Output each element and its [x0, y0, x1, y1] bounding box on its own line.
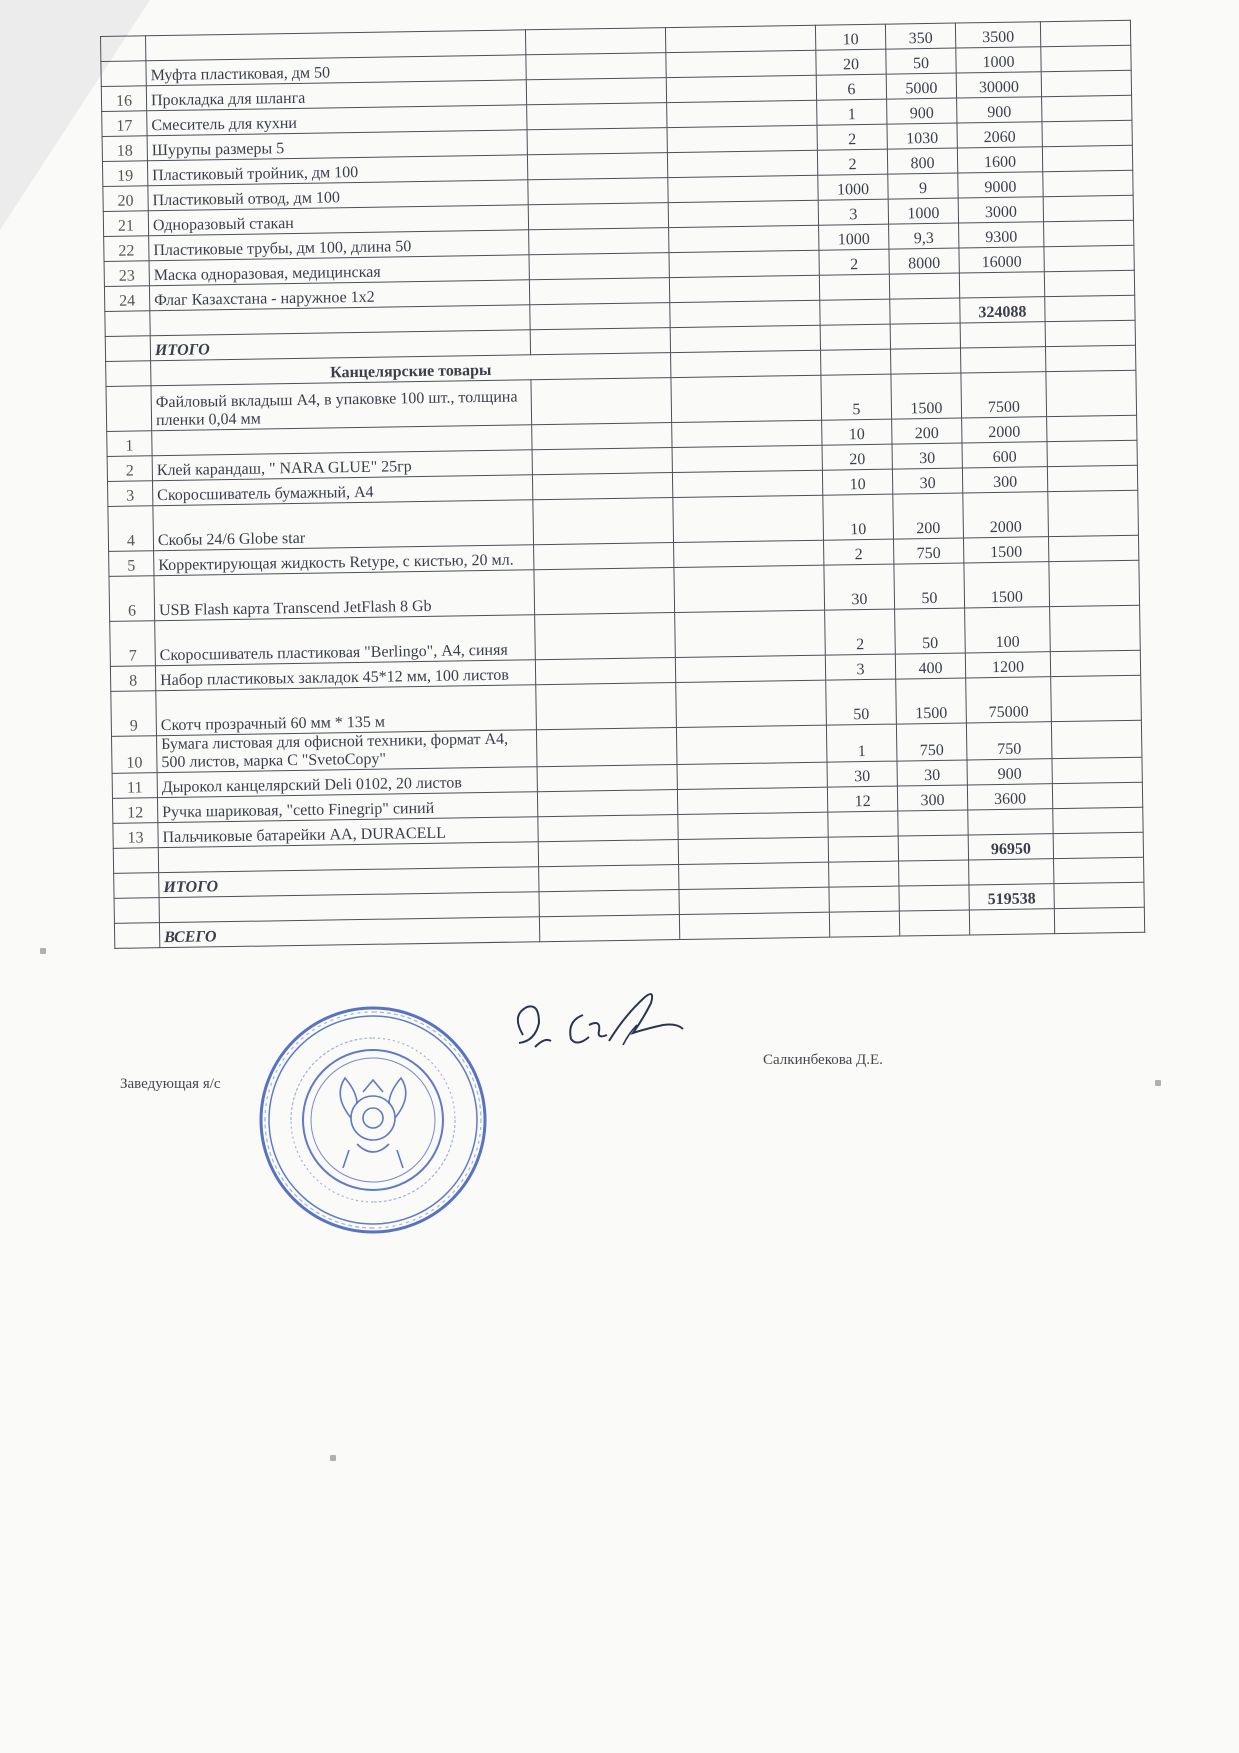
empty-cell	[1052, 782, 1142, 808]
item-sum: 900	[967, 759, 1052, 785]
scan-speck	[40, 948, 46, 954]
empty-cell	[1052, 757, 1142, 783]
item-quantity: 10	[815, 24, 885, 50]
item-sum: 3000	[958, 197, 1043, 223]
empty-cell	[536, 728, 677, 767]
item-sum: 7500	[961, 372, 1047, 418]
row-number: 7	[110, 621, 156, 667]
row-number: 17	[102, 111, 147, 137]
empty-cell	[532, 473, 672, 500]
row-number: 19	[102, 161, 147, 187]
scan-speck	[330, 1455, 336, 1461]
item-sum: 2000	[963, 492, 1049, 538]
empty-cell	[1053, 807, 1143, 833]
empty-cell	[677, 762, 827, 789]
item-name: Набор пластиковых закладок 45*12 мм, 100 листов	[155, 660, 535, 691]
empty-cell	[674, 540, 824, 567]
empty-cell	[667, 100, 817, 127]
empty-cell	[668, 175, 818, 202]
empty-cell	[1050, 605, 1141, 651]
empty-cell	[534, 543, 674, 570]
item-price: 50	[886, 48, 956, 74]
item-price: 8000	[889, 248, 959, 274]
item-sum: 750	[966, 722, 1052, 760]
empty-cell	[1047, 465, 1137, 491]
item-name: Шурупы размеры 5	[147, 130, 527, 161]
empty-cell	[1048, 490, 1139, 536]
item-name: Файловый вкладыш А4, в упаковке 100 шт., толщина пленки 0,04 мм	[151, 380, 532, 431]
subtotal-1-value: 324088	[960, 297, 1045, 323]
item-name: Скоросшиватель бумажный, А4	[152, 475, 532, 506]
item-price	[898, 810, 968, 836]
item-name: Скобы 24/6 Globe star	[153, 500, 534, 551]
row-number: 6	[109, 576, 155, 622]
item-price: 300	[897, 785, 967, 811]
empty-cell	[537, 790, 677, 817]
item-name: Скоросшиватель пластиковая "Berlingo", А4, синяя	[155, 615, 536, 666]
section-title: Канцелярские товары	[151, 353, 671, 386]
item-price: 400	[895, 653, 965, 679]
empty-cell	[527, 103, 667, 130]
item-quantity: 10	[822, 469, 892, 495]
row-number: 20	[103, 186, 148, 212]
empty-cell	[672, 445, 822, 472]
item-quantity: 20	[822, 444, 892, 470]
empty-cell	[1050, 650, 1140, 676]
empty-cell	[534, 568, 675, 615]
item-quantity: 10	[822, 419, 892, 445]
item-price: 9,3	[889, 223, 959, 249]
item-name: Пластиковый тройник, дм 100	[147, 155, 527, 186]
item-name: Пластиковый отвод, дм 100	[148, 180, 528, 211]
empty-cell	[676, 725, 827, 764]
item-quantity: 1	[817, 99, 887, 125]
empty-cell	[535, 613, 676, 660]
item-sum: 2060	[957, 122, 1042, 148]
grand-total-value: 519538	[969, 884, 1054, 910]
item-name: Клей карандаш, " NARA GLUE" 25гр	[152, 450, 532, 481]
item-sum: 30000	[956, 72, 1041, 98]
item-quantity: 1	[826, 724, 897, 762]
item-sum: 900	[957, 97, 1042, 123]
item-sum: 2000	[962, 417, 1047, 443]
item-quantity: 2	[817, 124, 887, 150]
subtotal-2-value: 96950	[968, 834, 1053, 860]
item-name: USB Flash карта Transcend JetFlash 8 Gb	[154, 570, 535, 621]
empty-cell	[532, 448, 672, 475]
empty-cell	[673, 495, 824, 542]
empty-cell	[667, 150, 817, 177]
item-sum: 75000	[966, 677, 1052, 723]
empty-cell	[1043, 170, 1133, 196]
empty-cell	[537, 765, 677, 792]
item-quantity: 2	[817, 149, 887, 175]
item-price: 900	[887, 98, 957, 124]
row-number: 1	[107, 431, 152, 457]
item-sum: 1000	[956, 47, 1041, 73]
item-price: 1500	[891, 373, 962, 419]
empty-cell	[536, 683, 677, 730]
empty-cell	[1044, 270, 1134, 296]
row-number: 18	[102, 136, 147, 162]
item-price: 30	[892, 443, 962, 469]
item-price	[889, 273, 959, 299]
empty-cell	[526, 78, 666, 105]
item-quantity: 10	[823, 494, 894, 540]
item-sum: 1600	[957, 147, 1042, 173]
empty-cell	[672, 420, 822, 447]
empty-cell	[676, 680, 827, 727]
row-number	[106, 386, 152, 432]
item-quantity: 1000	[818, 174, 888, 200]
empty-cell	[538, 815, 678, 842]
row-number: 16	[101, 86, 146, 112]
empty-cell	[1044, 245, 1134, 271]
empty-cell	[1041, 45, 1131, 71]
item-sum: 1200	[965, 652, 1050, 678]
item-quantity: 50	[826, 679, 897, 725]
item-quantity: 20	[816, 49, 886, 75]
item-price: 30	[892, 468, 962, 494]
empty-cell	[674, 565, 825, 612]
item-sum: 1500	[964, 562, 1050, 608]
empty-cell	[666, 75, 816, 102]
item-name: Одноразовый стакан	[148, 205, 528, 236]
empty-cell	[1042, 120, 1132, 146]
empty-cell	[528, 178, 668, 205]
row-number: 2	[107, 456, 152, 482]
empty-cell	[529, 278, 669, 305]
item-sum: 3600	[967, 784, 1052, 810]
row-number: 13	[113, 823, 158, 849]
item-quantity: 2	[825, 609, 896, 655]
empty-cell	[672, 470, 822, 497]
item-sum: 9300	[959, 222, 1044, 248]
item-name: Смеситель для кухни	[147, 105, 527, 136]
item-quantity: 30	[827, 761, 897, 787]
item-quantity: 5	[821, 374, 892, 420]
empty-cell	[669, 225, 819, 252]
row-number: 9	[111, 691, 157, 737]
item-price: 200	[892, 418, 962, 444]
item-price: 350	[885, 23, 955, 49]
empty-cell	[1049, 560, 1140, 606]
item-name: Скотч прозрачный 60 мм * 135 м	[156, 685, 537, 736]
item-sum: 9000	[958, 172, 1043, 198]
item-price: 200	[893, 493, 964, 539]
item-quantity: 3	[825, 654, 895, 680]
empty-cell	[529, 253, 669, 280]
item-quantity: 2	[819, 249, 889, 275]
empty-cell	[525, 28, 665, 55]
item-sum: 100	[965, 607, 1051, 653]
item-price: 50	[894, 563, 965, 609]
row-number: 24	[104, 286, 149, 312]
empty-cell	[666, 50, 816, 77]
row-number: 12	[112, 798, 157, 824]
item-price: 1500	[896, 678, 967, 724]
item-quantity: 1000	[819, 224, 889, 250]
empty-cell	[1040, 20, 1130, 46]
row-number: 23	[104, 261, 149, 287]
scan-speck	[1155, 1080, 1161, 1086]
item-quantity: 3	[818, 199, 888, 225]
row-number: 8	[110, 666, 155, 692]
signer-name: Салкинбекова Д.Е.	[763, 1052, 883, 1068]
empty-cell	[669, 275, 819, 302]
row-number: 22	[104, 236, 149, 262]
item-sum	[968, 809, 1053, 835]
empty-cell	[527, 153, 667, 180]
item-price: 750	[896, 723, 967, 761]
item-price: 9	[888, 173, 958, 199]
row-number: 10	[112, 736, 158, 774]
itogo-label-1: ИТОГО	[150, 330, 530, 361]
row-number	[101, 36, 146, 62]
empty-cell	[526, 53, 666, 80]
item-name: Муфта пластиковая, дм 50	[146, 55, 526, 86]
item-sum: 3500	[955, 22, 1040, 48]
empty-cell	[1043, 195, 1133, 221]
table-sheet	[100, 20, 1145, 949]
empty-cell	[668, 200, 818, 227]
item-quantity	[828, 811, 898, 837]
item-quantity: 2	[824, 539, 894, 565]
item-sum: 300	[962, 467, 1047, 493]
row-number: 3	[107, 481, 152, 507]
empty-cell	[527, 128, 667, 155]
empty-cell	[1046, 370, 1137, 416]
row-number: 4	[108, 506, 154, 552]
empty-cell	[669, 250, 819, 277]
item-quantity	[819, 274, 889, 300]
empty-cell	[1041, 70, 1131, 96]
item-quantity: 6	[816, 74, 886, 100]
signer-position: Заведующая я/с	[120, 1076, 221, 1092]
item-sum: 16000	[959, 247, 1044, 273]
item-name: Флаг Казахстана - наружное 1х2	[149, 280, 529, 311]
empty-cell	[677, 787, 827, 814]
item-price: 1000	[888, 198, 958, 224]
empty-cell	[675, 610, 826, 657]
row-number: 21	[103, 211, 148, 237]
empty-cell	[671, 375, 822, 422]
empty-cell	[535, 658, 675, 685]
empty-cell	[1042, 95, 1132, 121]
official-stamp	[253, 1000, 493, 1240]
row-number: 5	[109, 551, 154, 577]
empty-cell	[533, 498, 674, 545]
empty-cell	[1048, 535, 1138, 561]
item-name: Пальчиковые батарейки АА, DURACELL	[158, 817, 538, 848]
item-price: 800	[887, 148, 957, 174]
item-name: Дырокол канцелярский Deli 0102, 20 листов	[157, 767, 537, 798]
empty-cell	[1042, 145, 1132, 171]
items-table	[100, 20, 1145, 949]
item-price: 5000	[886, 73, 956, 99]
item-sum: 1500	[963, 537, 1048, 563]
item-name: Корректирующая жидкость Retype, с кистью, 20 мл.	[154, 545, 534, 576]
empty-cell	[1051, 720, 1142, 758]
item-name: Маска одноразовая, медицинская	[149, 255, 529, 286]
empty-cell	[528, 203, 668, 230]
empty-cell	[665, 25, 815, 52]
item-price: 30	[897, 760, 967, 786]
item-quantity: 30	[824, 564, 895, 610]
empty-cell	[531, 378, 672, 425]
item-sum	[959, 272, 1044, 298]
empty-cell	[532, 423, 672, 450]
row-number: 11	[112, 773, 157, 799]
empty-cell	[675, 655, 825, 682]
handwritten-signature	[505, 985, 695, 1065]
vsego-label: ВСЕГО	[159, 917, 539, 948]
item-sum: 600	[962, 442, 1047, 468]
item-name: Ручка шариковая, "cetto Finegrip" синий	[157, 792, 537, 823]
empty-cell	[678, 812, 828, 839]
empty-cell	[529, 228, 669, 255]
empty-cell	[667, 125, 817, 152]
item-price: 1030	[887, 123, 957, 149]
item-price: 750	[894, 538, 964, 564]
empty-cell	[1051, 675, 1142, 721]
row-number	[101, 61, 146, 87]
item-name: Бумага листовая для офисной техники, формат А4, 500 листов, марка С "SvetoCopy"	[156, 730, 537, 773]
empty-cell	[1047, 440, 1137, 466]
item-price: 50	[895, 608, 966, 654]
item-quantity: 12	[827, 786, 897, 812]
itogo-label-2: ИТОГО	[159, 867, 539, 898]
empty-cell	[1044, 220, 1134, 246]
item-name: Прокладка для шланга	[146, 80, 526, 111]
item-name: Пластиковые трубы, дм 100, длина 50	[149, 230, 529, 261]
empty-cell	[1047, 415, 1137, 441]
